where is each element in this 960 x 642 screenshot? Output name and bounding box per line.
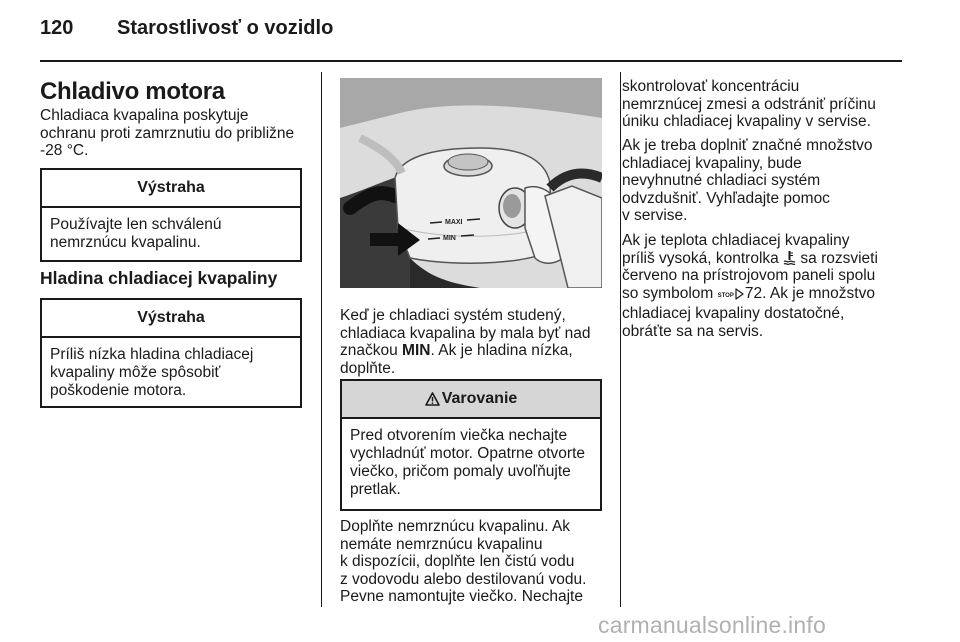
text-line: Doplňte nemrznúcu kvapalinu. Ak (340, 518, 571, 535)
page-number: 120 (40, 17, 74, 39)
warning-body (42, 208, 300, 252)
caution-title (342, 381, 600, 419)
coolant-temperature-icon (783, 250, 796, 265)
text-line: červeno na prístrojovom paneli spolu (622, 267, 876, 285)
warning-triangle-icon (425, 392, 440, 406)
text-line: v servise. (622, 207, 688, 225)
text-fragment: so symbolom (622, 284, 718, 302)
concentration-paragraph (622, 78, 876, 131)
text-line: nevyhnutné chladiaci systém (622, 172, 821, 190)
caution-box (340, 379, 602, 511)
caution-title-text: Varovanie (441, 390, 518, 407)
min-mark-label: MIN (443, 235, 456, 242)
text-line (622, 250, 878, 268)
text-line: viečko, pričom pomaly uvoľňujte (350, 463, 571, 480)
text-line: vychladnúť motor. Opatrne otvorte (350, 445, 585, 462)
maxi-mark-label: MAXI (445, 219, 463, 226)
text-line: pretlak. (350, 481, 401, 498)
coolant-reservoir-illustration (340, 78, 602, 288)
coolant-reservoir-photo (340, 78, 602, 288)
warning-box-approved-antifreeze (40, 168, 302, 262)
page-title: Chladivo motora (40, 78, 225, 105)
text-line: Pred otvorením viečka nechajte (350, 427, 568, 444)
column-divider (620, 72, 621, 607)
text-line: nemrznúcej zmesi a odstrániť príčinu (622, 95, 876, 113)
text-line: -28 °C. (40, 142, 89, 160)
text-line: Príliš nízka hladina chladiacej (50, 346, 254, 363)
refill-paragraph (340, 518, 586, 606)
text-line: skontrolovať koncentráciu (622, 78, 800, 95)
text-line: k dispozícii, doplňte len čistú vodu (340, 553, 575, 571)
text-line: Keď je chladiaci systém studený, (340, 307, 566, 324)
text-line: nemrznúcu kvapalinu. (50, 234, 201, 251)
text-line: chladiaca kvapalina by mala byť nad (340, 324, 591, 342)
section-title: Starostlivosť o vozidlo (117, 17, 334, 39)
page-reference-arrow-icon (735, 288, 744, 300)
min-label: MIN (402, 342, 431, 360)
text-line: chladiacej kvapaliny, bude (622, 154, 802, 172)
text-line: ochranu proti zamrznutiu do približne (40, 124, 295, 142)
stop-symbol-icon: STOP (717, 292, 734, 299)
text-line: doplňte. (340, 359, 396, 377)
text-line: poškodenie motora. (50, 382, 187, 399)
text-line: nemáte nemrznúcu kvapalinu (340, 535, 543, 553)
text-fragment: sa rozsvieti (796, 249, 878, 267)
watermark: carmanualsonline.info (598, 612, 826, 638)
text-fragment: príliš vysoká, kontrolka (622, 249, 784, 267)
text-line: z vodovodu alebo destilovanú vodu. (340, 570, 587, 588)
warning-body (42, 338, 300, 400)
bleeding-paragraph (622, 137, 873, 225)
text-line: úniku chladiacej kvapaliny v servise. (622, 113, 871, 131)
page-header (0, 0, 960, 62)
page-reference[interactable]: 72 (744, 284, 763, 302)
text-line: Chladiaca kvapalina poskytuje (40, 107, 249, 124)
text-line (340, 342, 591, 360)
text-line (622, 285, 878, 306)
warning-title: Výstraha (42, 300, 300, 338)
warning-box-low-level (40, 298, 302, 408)
overheat-paragraph (622, 232, 878, 341)
text-line: Ak je treba doplniť značné množstvo (622, 137, 873, 154)
text-line: Používajte len schválenú (50, 216, 222, 233)
column-divider (321, 72, 322, 607)
caution-body (342, 419, 600, 499)
header-rule (40, 60, 902, 62)
text-line: kvapaliny môže spôsobiť (50, 364, 221, 381)
text-line: Pevne namontujte viečko. Nechajte (340, 588, 583, 606)
subheading: Hladina chladiacej kvapaliny (40, 268, 278, 288)
text-fragment: značkou (340, 342, 403, 360)
text-line: odvzdušniť. Vyhľadajte pomoc (622, 189, 830, 207)
text-line: chladiacej kvapaliny dostatočné, (622, 305, 845, 323)
check-level-paragraph (340, 307, 591, 377)
text-fragment: . Ak je množstvo (762, 284, 875, 302)
text-fragment: . Ak je hladina nízka, (430, 342, 573, 360)
text-line: Ak je teplota chladiacej kvapaliny (622, 232, 850, 249)
text-line: obráťte sa na servis. (622, 322, 764, 340)
intro-paragraph (40, 107, 294, 160)
warning-title: Výstraha (42, 170, 300, 208)
